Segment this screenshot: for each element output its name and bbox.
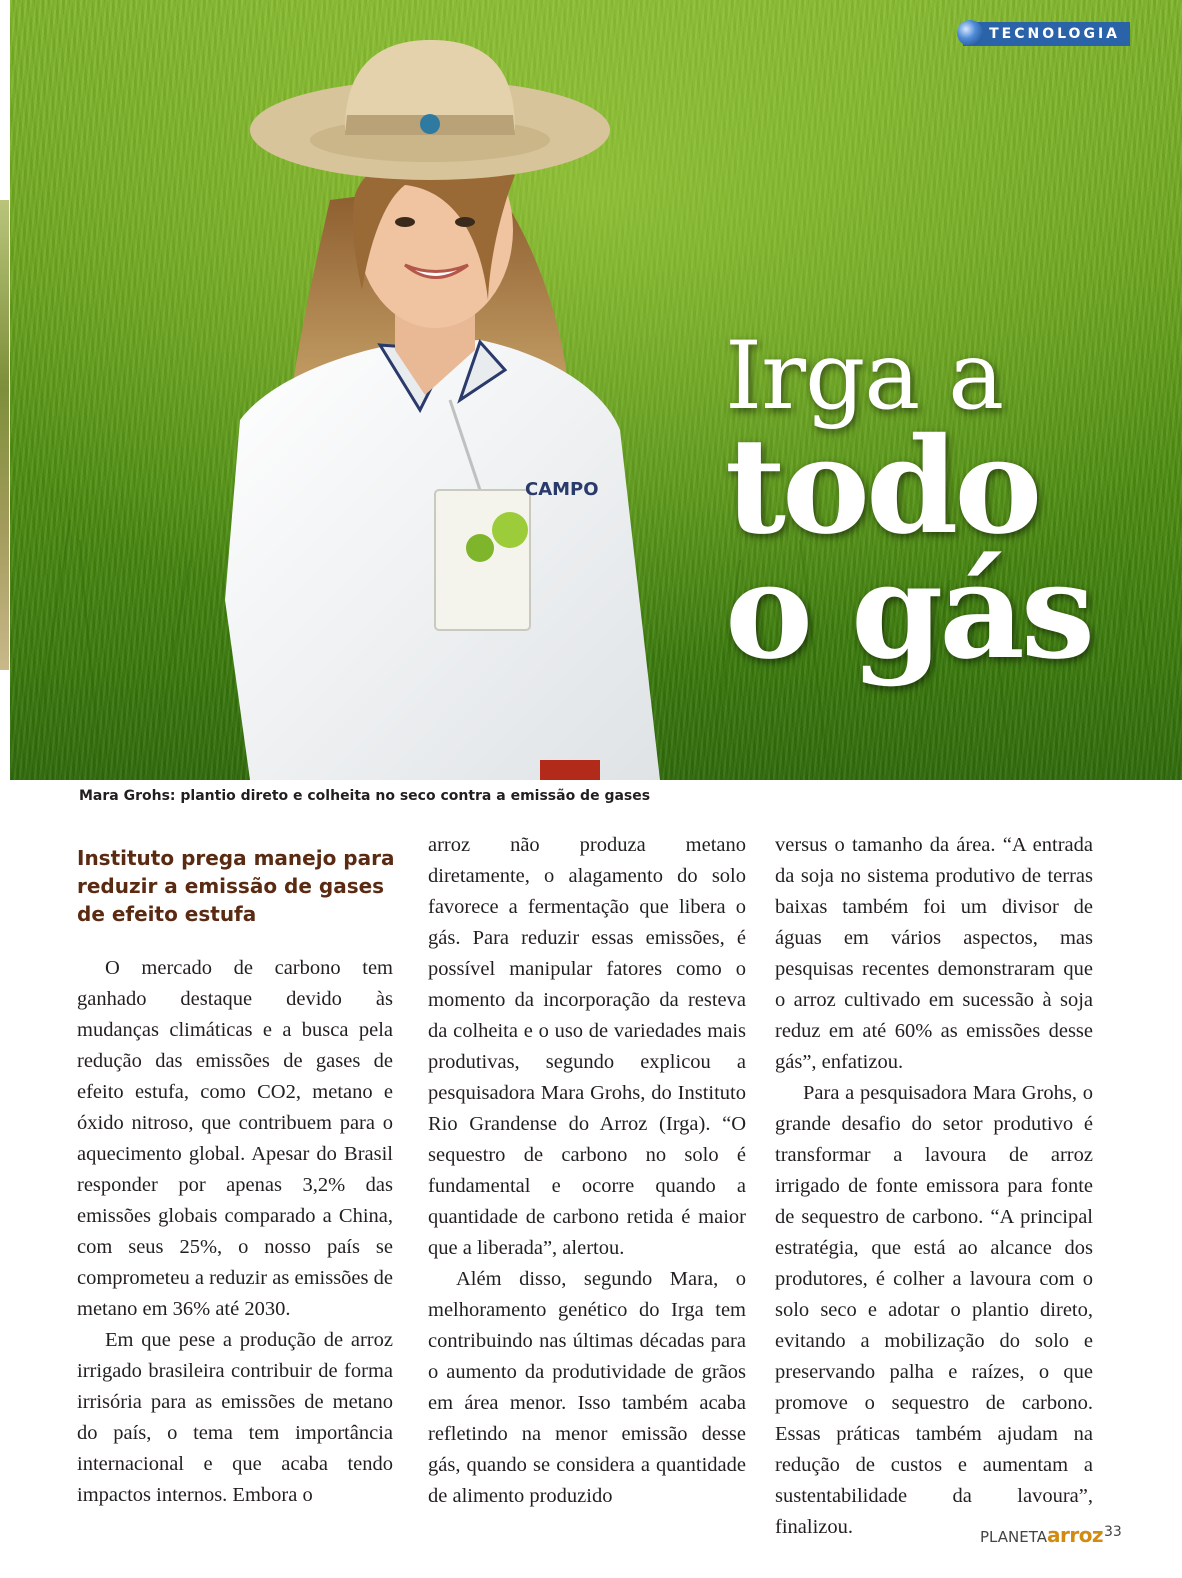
- article-column-2: [428, 830, 746, 1512]
- photo-caption: Mara Grohs: plantio direto e colheita no seco contra a emissão de gases: [79, 788, 651, 804]
- page-number: 33: [1104, 1524, 1122, 1540]
- hero-photo: [10, 0, 1182, 780]
- adjacent-page-photo-strip: [0, 200, 9, 670]
- paragraph: Para a pesquisadora Mara Grohs, o grande desafio do setor produtivo é transformar a lavoura de arroz irrigado de fonte emissora para fonte de sequestro de carbono. “A principal estratégia, que está ao alcance dos produtores, é colher a lavoura com o solo seco e adotar o plantio direto, evitando a mobilização do solo e preservando palha e raízes, o que promove o sequestro de carbono. Essas práticas também ajudam na redução de custos e aumentam a sustentabilidade da lavoura”, finalizou.: [775, 1082, 1093, 1538]
- headline-line-2: todo: [725, 409, 1039, 564]
- globe-icon: [957, 20, 983, 46]
- magazine-logo: [980, 1523, 1103, 1547]
- headline: [725, 322, 1165, 690]
- paragraph: versus o tamanho da área. “A entrada da soja no sistema produtivo de terras baixas também foi um divisor de águas em vários aspectos, mas pesquisas recentes demonstraram que o arroz cultivado em sucessão à soja reduz em até 60% as emissões desse gás”, enfatizou.: [775, 834, 1093, 1073]
- section-tag-label: TECNOLOGIA: [989, 26, 1120, 42]
- paragraph: Além disso, segundo Mara, o melhoramento genético do Irga tem contribuindo nas últimas décadas para o aumento da produtividade de grãos em área menor. Isso também acaba refletindo na menor emissão desse gás, quando se considera a quantidade de alimento produzido: [428, 1268, 746, 1507]
- headline-line-3: o gás: [725, 534, 1092, 690]
- headline-line-1: Irga a: [725, 322, 1004, 431]
- svg-text:CAMPO: CAMPO: [525, 479, 599, 500]
- section-tag: [963, 22, 1130, 46]
- paragraph: Em que pese a produção de arroz irrigado brasileira contribuir de forma irrisória para as emissões de metano do país, o tema tem importância internacional e que acaba tendo impactos internos. Embora o: [77, 1329, 393, 1506]
- article-column-1: [77, 953, 393, 1511]
- paragraph: O mercado de carbono tem ganhado destaque devido às mudanças climáticas e a busca pela redução das emissões de gases de efeito estufa, como CO2, metano e óxido nitroso, que contribuem para o aquecimento global. Apesar do Brasil responder por apenas 3,2% das emissões globais comparado a China, com seus 25%, o nosso país se comprometeu a reduzir as emissões de metano em 36% até 2030.: [77, 957, 393, 1320]
- logo-suffix: arroz: [1046, 1523, 1104, 1547]
- logo-prefix: PLANETA: [980, 1528, 1047, 1546]
- article-column-3: [775, 830, 1093, 1543]
- article-subhead: Instituto prega manejo para reduzir a emissão de gases de efeito estufa: [77, 846, 395, 926]
- paragraph: arroz não produza metano diretamente, o alagamento do solo favorece a fermentação que libera o gás. Para reduzir essas emissões, é possível manipular fatores como o momento da incorporação da resteva da colheita e o uso de variedades mais produtivas, segundo explicou a pesquisadora Mara Grohs, do Instituto Rio Grandense do Arroz (Irga). “O sequestro de carbono no solo é fundamental e ocorre quando a quantidade de carbono retida é maior que a liberada”, alertou.: [428, 834, 746, 1259]
